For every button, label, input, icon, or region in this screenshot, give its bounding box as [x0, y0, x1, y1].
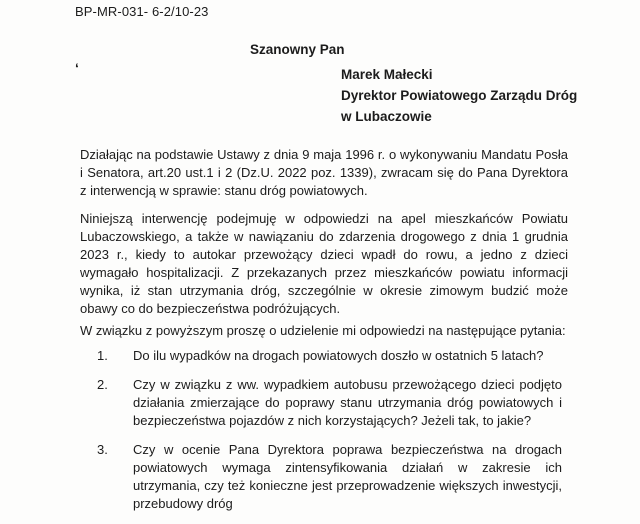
question-number: 1.	[97, 348, 108, 363]
question-item	[80, 441, 568, 513]
reference-number: BP-MR-031- 6-2/10-23	[75, 4, 209, 19]
question-item	[80, 347, 568, 365]
stray-mark: ‘	[75, 60, 79, 76]
question-text: Czy w związku z ww. wypadkiem autobusu przewożącego dzieci podjęto działania zmierzające do poprawy stanu utrzymania dróg powiatowych i bezpieczeństwa pojazdów z nich korzystających? Jeżeli tak, to jakie?	[133, 377, 562, 428]
question-text: Czy w ocenie Pana Dyrektora poprawa bezpieczeństwa na drogach powiatowych wymaga zintensyfikowania działań w zakresie ich utrzymania, czy też konieczne jest przeprowadzenie większych inwestycji, przebudowy dróg	[133, 442, 562, 511]
addressee-name: Marek Małecki	[341, 67, 433, 82]
addressee-block	[341, 64, 577, 127]
question-list	[80, 347, 568, 524]
salutation: Szanowny Pan	[250, 42, 345, 57]
addressee-location: w Lubaczowie	[341, 109, 432, 124]
question-item	[80, 376, 568, 430]
question-number: 3.	[97, 442, 108, 457]
paragraph-intro: Działając na podstawie Ustawy z dnia 9 maja 1996 r. o wykonywaniu Mandatu Posła i Senatora, art.20 ust.1 i 2 (Dz.U. 2022 poz. 1339), zwracam się do Pana Dyrektora z interwencją w sprawie: stanu dróg powiatowych.	[80, 147, 568, 198]
addressee-title: Dyrektor Powiatowego Zarządu Dróg	[341, 88, 578, 103]
paragraph-context: Niniejszą interwencję podejmuję w odpowiedzi na apel mieszkańców Powiatu Lubaczowskiego, a także w nawiązaniu do zdarzenia drogowego z dnia 1 grudnia 2023 r., kiedy to autokar przewożący dzieci wpadł do rowu, a jedno z dzieci wymagało hospitalizacji. Z przekazanych przez mieszkańców powiatu informacji wynika, iż stan utrzymania dróg, szczególnie w okresie zimowym budzić może obawy co do bezpieczeństwa podróżujących.	[80, 211, 568, 316]
paragraph-request: W związku z powyższym proszę o udzielenie mi odpowiedzi na następujące pytania:	[80, 323, 566, 338]
question-text: Do ilu wypadków na drogach powiatowych doszło w ostatnich 5 latach?	[133, 348, 544, 363]
question-number: 2.	[97, 377, 108, 392]
